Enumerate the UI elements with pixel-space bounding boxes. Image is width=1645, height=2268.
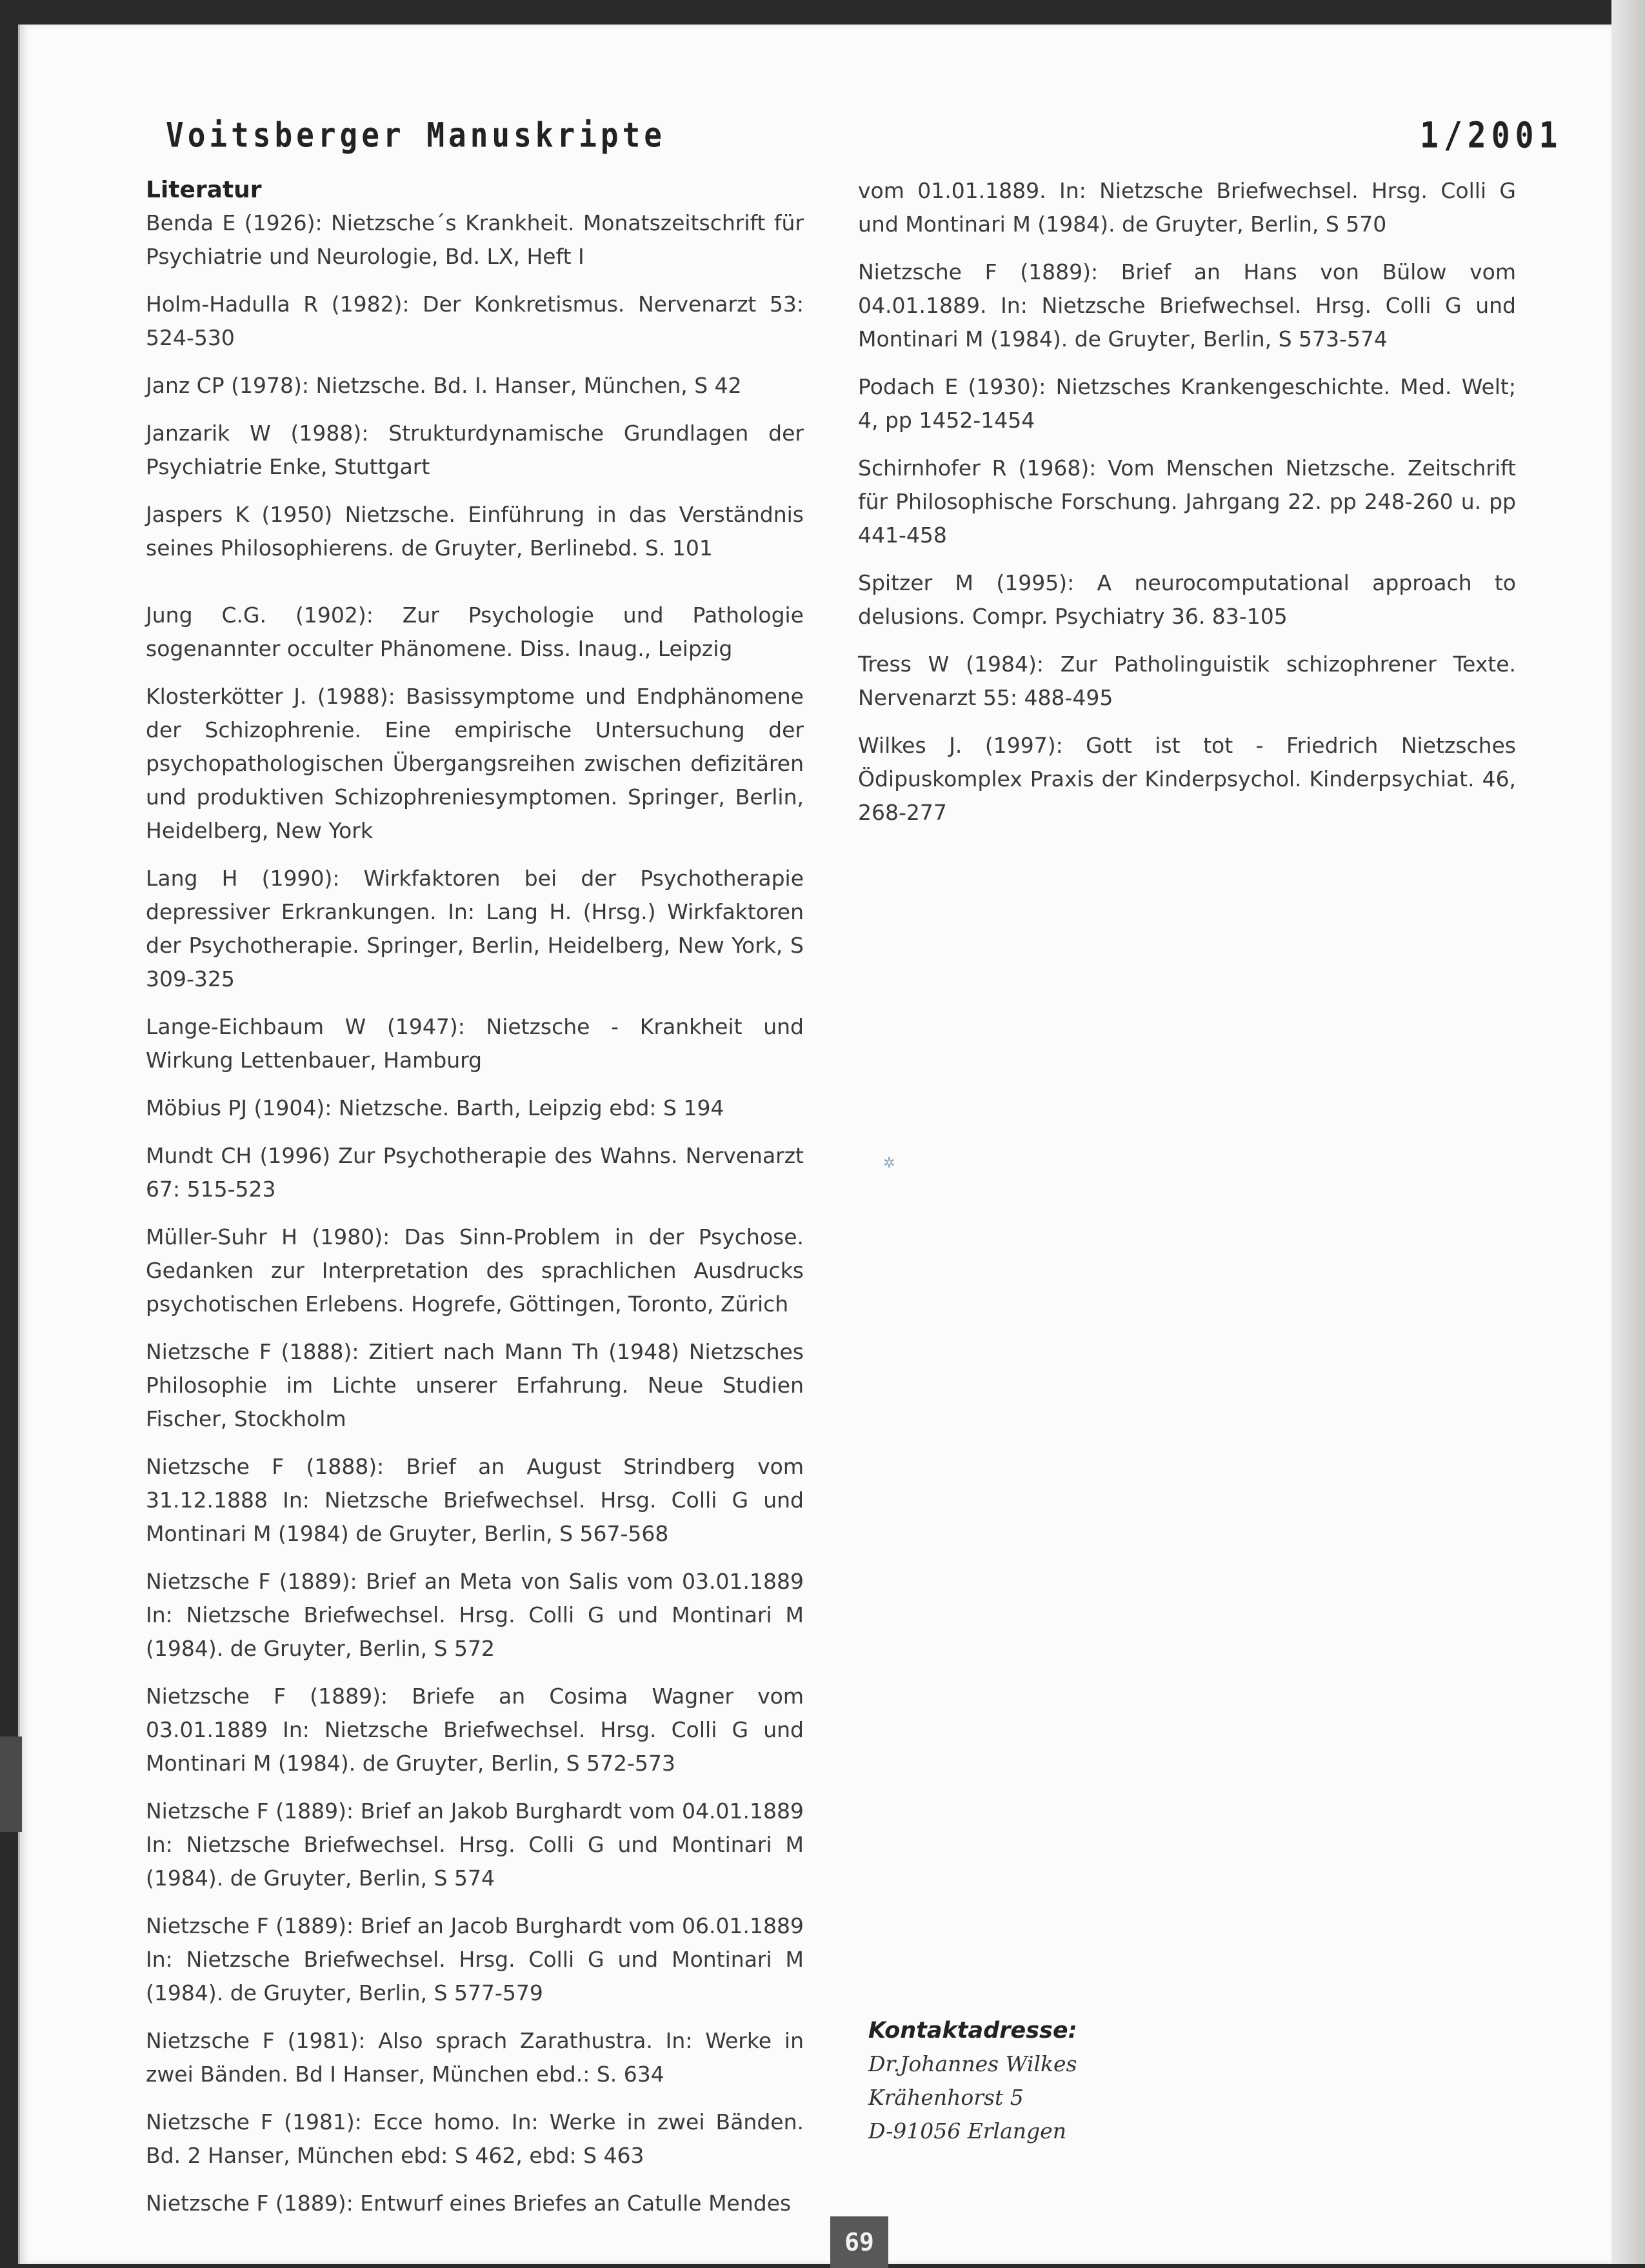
reference-entry: Nietzsche F (1889): Brief an Hans von Bülow vom 04.01.1889. In: Nietzsche Briefwechsel. Hrsg. Colli G und Montinari M (1984). de Gruyter, Berlin, S 573-574	[858, 259, 1516, 352]
references-left-column	[146, 174, 804, 2234]
reference-entry: Möbius PJ (1904): Nietzsche. Barth, Leipzig ebd: S 194	[146, 1095, 724, 1120]
reference-entry: Jung C.G. (1902): Zur Psychologie und Pathologie sogenannter occulter Phänomene. Diss. Inaug., Leipzig	[146, 602, 804, 661]
page-number: 69	[830, 2216, 888, 2268]
reference-entry: Klosterkötter J. (1988): Basissymptome und Endphänomene der Schizophrenie. Eine empirische Untersuchung der psychopathologischen Übergangsreihen zwischen defizitären und produktiven Schizophreniesymptomen. Springer, Berlin, Heidelberg, New York	[146, 684, 804, 843]
journal-title: Voitsberger Manuskripte	[166, 115, 666, 155]
reference-entry: Nietzsche F (1981): Also sprach Zarathustra. In: Werke in zwei Bänden. Bd I Hanser, München ebd.: S. 634	[146, 2028, 804, 2087]
reference-entry: Müller-Suhr H (1980): Das Sinn-Problem in der Psychose. Gedanken zur Interpretation des sprachlichen Ausdrucks psychotischen Erlebens. Hogrefe, Göttingen, Toronto, Zürich	[146, 1224, 804, 1317]
reference-entry: Spitzer M (1995): A neurocomputational approach to delusions. Compr. Psychiatry 36. 83-105	[858, 570, 1516, 629]
reference-entry: Wilkes J. (1997): Gott ist tot - Friedrich Nietzsches Ödipuskomplex Praxis der Kinderpsychol. Kinderpsychiat. 46, 268-277	[858, 733, 1516, 825]
reference-entry: Tress W (1984): Zur Patholinguistik schizophrener Texte. Nervenarzt 55: 488-495	[858, 652, 1516, 710]
reference-entry: Holm-Hadulla R (1982): Der Konkretismus. Nervenarzt 53: 524-530	[146, 292, 804, 350]
binding-tab	[0, 1736, 22, 1832]
contact-name: Dr.Johannes Wilkes	[868, 2051, 1077, 2076]
references-right-column	[858, 174, 1516, 844]
contact-city: D-91056 Erlangen	[868, 2118, 1066, 2144]
reference-entry: Lange-Eichbaum W (1947): Nietzsche - Krankheit und Wirkung Lettenbauer, Hamburg	[146, 1014, 804, 1073]
contact-street: Krähenhorst 5	[868, 2085, 1024, 2110]
section-heading: Literatur	[146, 177, 262, 203]
reference-entry: Mundt CH (1996) Zur Psychotherapie des Wahns. Nervenarzt 67: 515-523	[146, 1143, 804, 1202]
contact-address	[868, 2014, 1077, 2148]
reference-entry: Nietzsche F (1889): Briefe an Cosima Wagner vom 03.01.1889 In: Nietzsche Briefwechsel. Hrsg. Colli G und Montinari M (1984). de Gruyter, Berlin, S 572-573	[146, 1684, 804, 1776]
reference-entry: vom 01.01.1889. In: Nietzsche Briefwechsel. Hrsg. Colli G und Montinari M (1984). de Gruyter, Berlin, S 570	[858, 178, 1516, 237]
reference-entry: Nietzsche F (1889): Brief an Jakob Burghardt vom 04.01.1889 In: Nietzsche Briefwechsel. Hrsg. Colli G und Montinari M (1984). de Gruyter, Berlin, S 574	[146, 1798, 804, 1891]
reference-entry: Janz CP (1978): Nietzsche. Bd. I. Hanser, München, S 42	[146, 373, 742, 398]
reference-entry: Jaspers K (1950) Nietzsche. Einführung in das Verständnis seines Philosophierens. de Gruyter, Berlinebd. S. 101	[146, 502, 804, 561]
reference-entry: Schirnhofer R (1968): Vom Menschen Nietzsche. Zeitschrift für Philosophische Forschung. Jahrgang 22. pp 248-260 u. pp 441-458	[858, 455, 1516, 548]
reference-entry: Nietzsche F (1981): Ecce homo. In: Werke in zwei Bänden. Bd. 2 Hanser, München ebd: S 462, ebd: S 463	[146, 2109, 804, 2168]
scan-artifact: ✲	[883, 1155, 895, 1171]
page-edge	[1611, 0, 1645, 2264]
reference-entry: Nietzsche F (1889): Brief an Meta von Salis vom 03.01.1889 In: Nietzsche Briefwechsel. Hrsg. Colli G und Montinari M (1984). de Gruyter, Berlin, S 572	[146, 1569, 804, 1661]
reference-entry: Nietzsche F (1888): Zitiert nach Mann Th (1948) Nietzsches Philosophie im Lichte unserer Erfahrung. Neue Studien Fischer, Stockholm	[146, 1339, 804, 1431]
reference-entry: Lang H (1990): Wirkfaktoren bei der Psychotherapie depressiver Erkrankungen. In: Lang H. (Hrsg.) Wirkfaktoren der Psychotherapie. Springer, Berlin, Heidelberg, New York, S 309-325	[146, 866, 804, 991]
reference-entry: Benda E (1926): Nietzsche´s Krankheit. Monatszeitschrift für Psychiatrie und Neurologie, Bd. LX, Heft I	[146, 210, 804, 269]
reference-entry: Podach E (1930): Nietzsches Krankengeschichte. Med. Welt; 4, pp 1452-1454	[858, 374, 1516, 433]
reference-entry: Nietzsche F (1888): Brief an August Strindberg vom 31.12.1888 In: Nietzsche Briefwechsel. Hrsg. Colli G und Montinari M (1984) de Gruyter, Berlin, S 567-568	[146, 1454, 804, 1546]
issue-number: 1/2001	[1420, 115, 1563, 157]
reference-entry: Nietzsche F (1889): Brief an Jacob Burghardt vom 06.01.1889 In: Nietzsche Briefwechsel. Hrsg. Colli G und Montinari M (1984). de Gruyter, Berlin, S 577-579	[146, 1913, 804, 2005]
reference-entry: Nietzsche F (1889): Entwurf eines Briefes an Catulle Mendes	[146, 2191, 792, 2216]
reference-entry: Janzarik W (1988): Strukturdynamische Grundlagen der Psychiatrie Enke, Stuttgart	[146, 421, 804, 479]
contact-label: Kontaktadresse:	[868, 2018, 1077, 2044]
